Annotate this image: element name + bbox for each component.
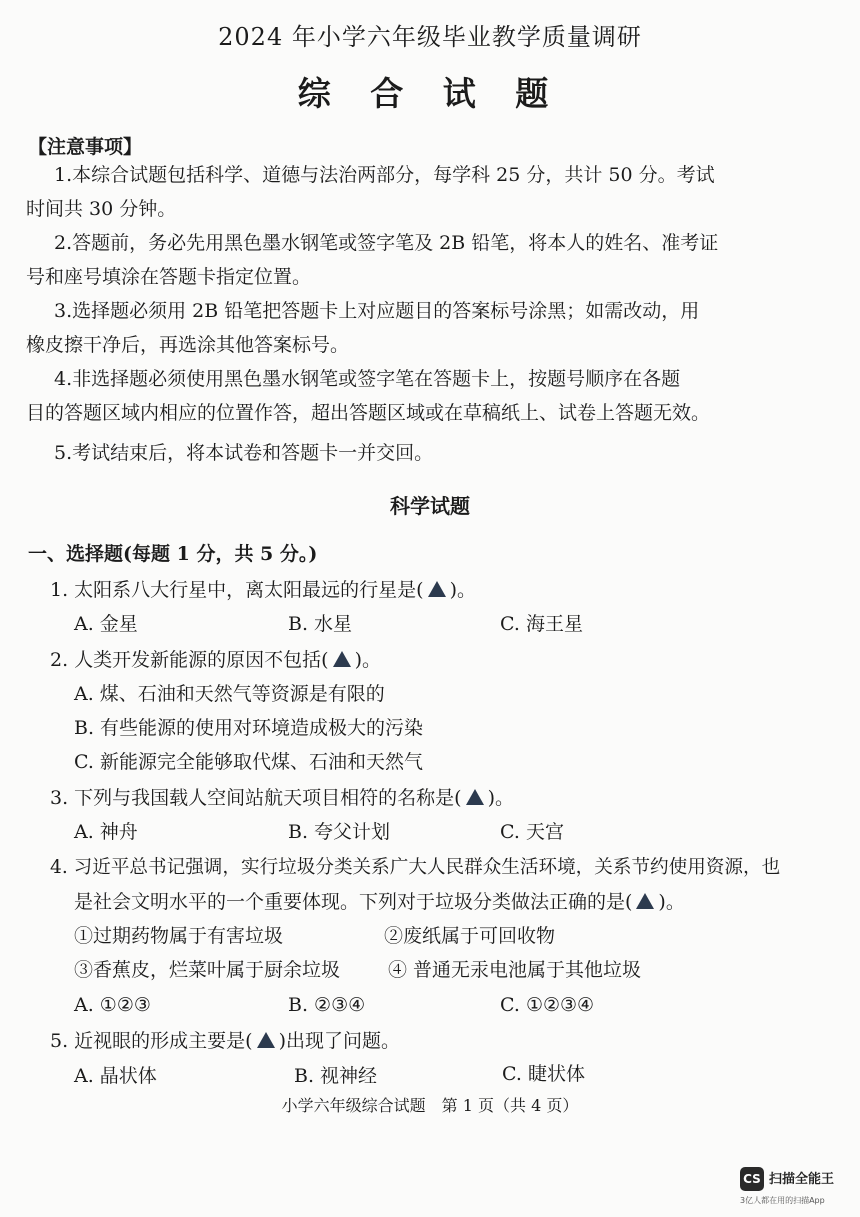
question-4-stem-line1: 4. 习近平总书记强调，实行垃圾分类关系广大人民群众生活环境，关系节约使用资源，也 xyxy=(50,857,781,878)
notice-item-2: 2.答题前，务必先用黑色墨水钢笔或签字笔及 2B 铅笔，将本人的姓名、准考证 号和座号填涂在答题卡指定位置。 xyxy=(26,232,719,288)
q3-option-a: A. 神舟 xyxy=(74,821,138,843)
question-3-stem: 3. 下列与我国载人空间站航天项目相符的名称是( )。 xyxy=(50,787,515,809)
notice-item-3: 3.选择题必须用 2B 铅笔把答题卡上对应题目的答案标号涂黑；如需改动，用 橡皮擦干净后，再选涂其他答案标号。 xyxy=(26,300,700,356)
q4-option-c: C. ①②③④ xyxy=(500,994,595,1016)
scanner-tagline: 3亿人都在用的扫描App xyxy=(740,1196,825,1205)
q1-option-c: C. 海王星 xyxy=(500,613,583,635)
q4-option-b: B. ②③④ xyxy=(288,994,366,1016)
q5-option-a: A. 晶状体 xyxy=(74,1065,157,1087)
q2-option-b: B. 有些能源的使用对环境造成极大的污染 xyxy=(74,717,424,739)
notice-item-1: 1.本综合试题包括科学、道德与法治两部分，每学科 25 分，共计 50 分。考试 时间共 30 分钟。 xyxy=(26,164,715,220)
q4-item-3: ③香蕉皮，烂菜叶属于厨余垃圾 xyxy=(74,959,341,981)
question-2-stem: 2. 人类开发新能源的原因不包括( )。 xyxy=(50,649,382,671)
q2-option-a: A. 煤、石油和天然气等资源是有限的 xyxy=(74,683,385,705)
triangle-icon xyxy=(257,1032,275,1048)
triangle-icon xyxy=(466,789,484,805)
triangle-icon xyxy=(636,893,654,909)
question-1-stem: 1. 太阳系八大行星中，离太阳最远的行星是( )。 xyxy=(50,579,477,601)
cs-logo-icon: CS xyxy=(740,1167,764,1191)
scanner-watermark xyxy=(740,1165,850,1209)
q3-option-c: C. 天宫 xyxy=(500,821,564,843)
q1-option-b: B. 水星 xyxy=(288,613,353,635)
page-footer: 小学六年级综合试题 第 1 页（共 4 页） xyxy=(281,1096,579,1115)
triangle-icon xyxy=(428,581,446,597)
q5-option-b: B. 视神经 xyxy=(294,1065,378,1087)
q4-option-a: A. ①②③ xyxy=(74,994,151,1016)
q4-item-2: ②废纸属于可回收物 xyxy=(384,925,556,947)
q5-option-c: C. 睫状体 xyxy=(502,1063,585,1085)
q1-option-a: A. 金星 xyxy=(74,613,138,635)
scanner-app-name: 扫描全能王 xyxy=(769,1172,835,1187)
q4-item-4: ④ 普通无汞电池属于其他垃圾 xyxy=(388,959,642,981)
q3-option-b: B. 夸父计划 xyxy=(288,821,391,843)
notice-item-5: 5.考试结束后，将本试卷和答题卡一并交回。 xyxy=(54,442,434,464)
part-heading: 一、选择题(每题 1 分，共 5 分。) xyxy=(28,543,318,565)
q4-item-1: ①过期药物属于有害垃圾 xyxy=(74,925,284,947)
q2-option-c: C. 新能源完全能够取代煤、石油和天然气 xyxy=(74,751,423,773)
question-4-stem-line2: 是社会文明水平的一个重要体现。下列对于垃圾分类做法正确的是( )。 xyxy=(74,891,685,913)
notice-item-4: 4.非选择题必须使用黑色墨水钢笔或签字笔在答题卡上，按题号顺序在各题 目的答题区域内相应的位置作答，超出答题区域或在草稿纸上、试卷上答题无效。 xyxy=(26,368,711,424)
question-5-stem: 5. 近视眼的形成主要是( )出现了问题。 xyxy=(50,1030,401,1052)
subject-title: 综 合 试 题 xyxy=(297,74,563,113)
notice-heading: 【注意事项】 xyxy=(28,136,143,158)
science-section-title: 科学试题 xyxy=(390,494,470,518)
exam-title: 2024 年小学六年级毕业教学质量调研 xyxy=(218,23,642,51)
triangle-icon xyxy=(333,651,351,667)
